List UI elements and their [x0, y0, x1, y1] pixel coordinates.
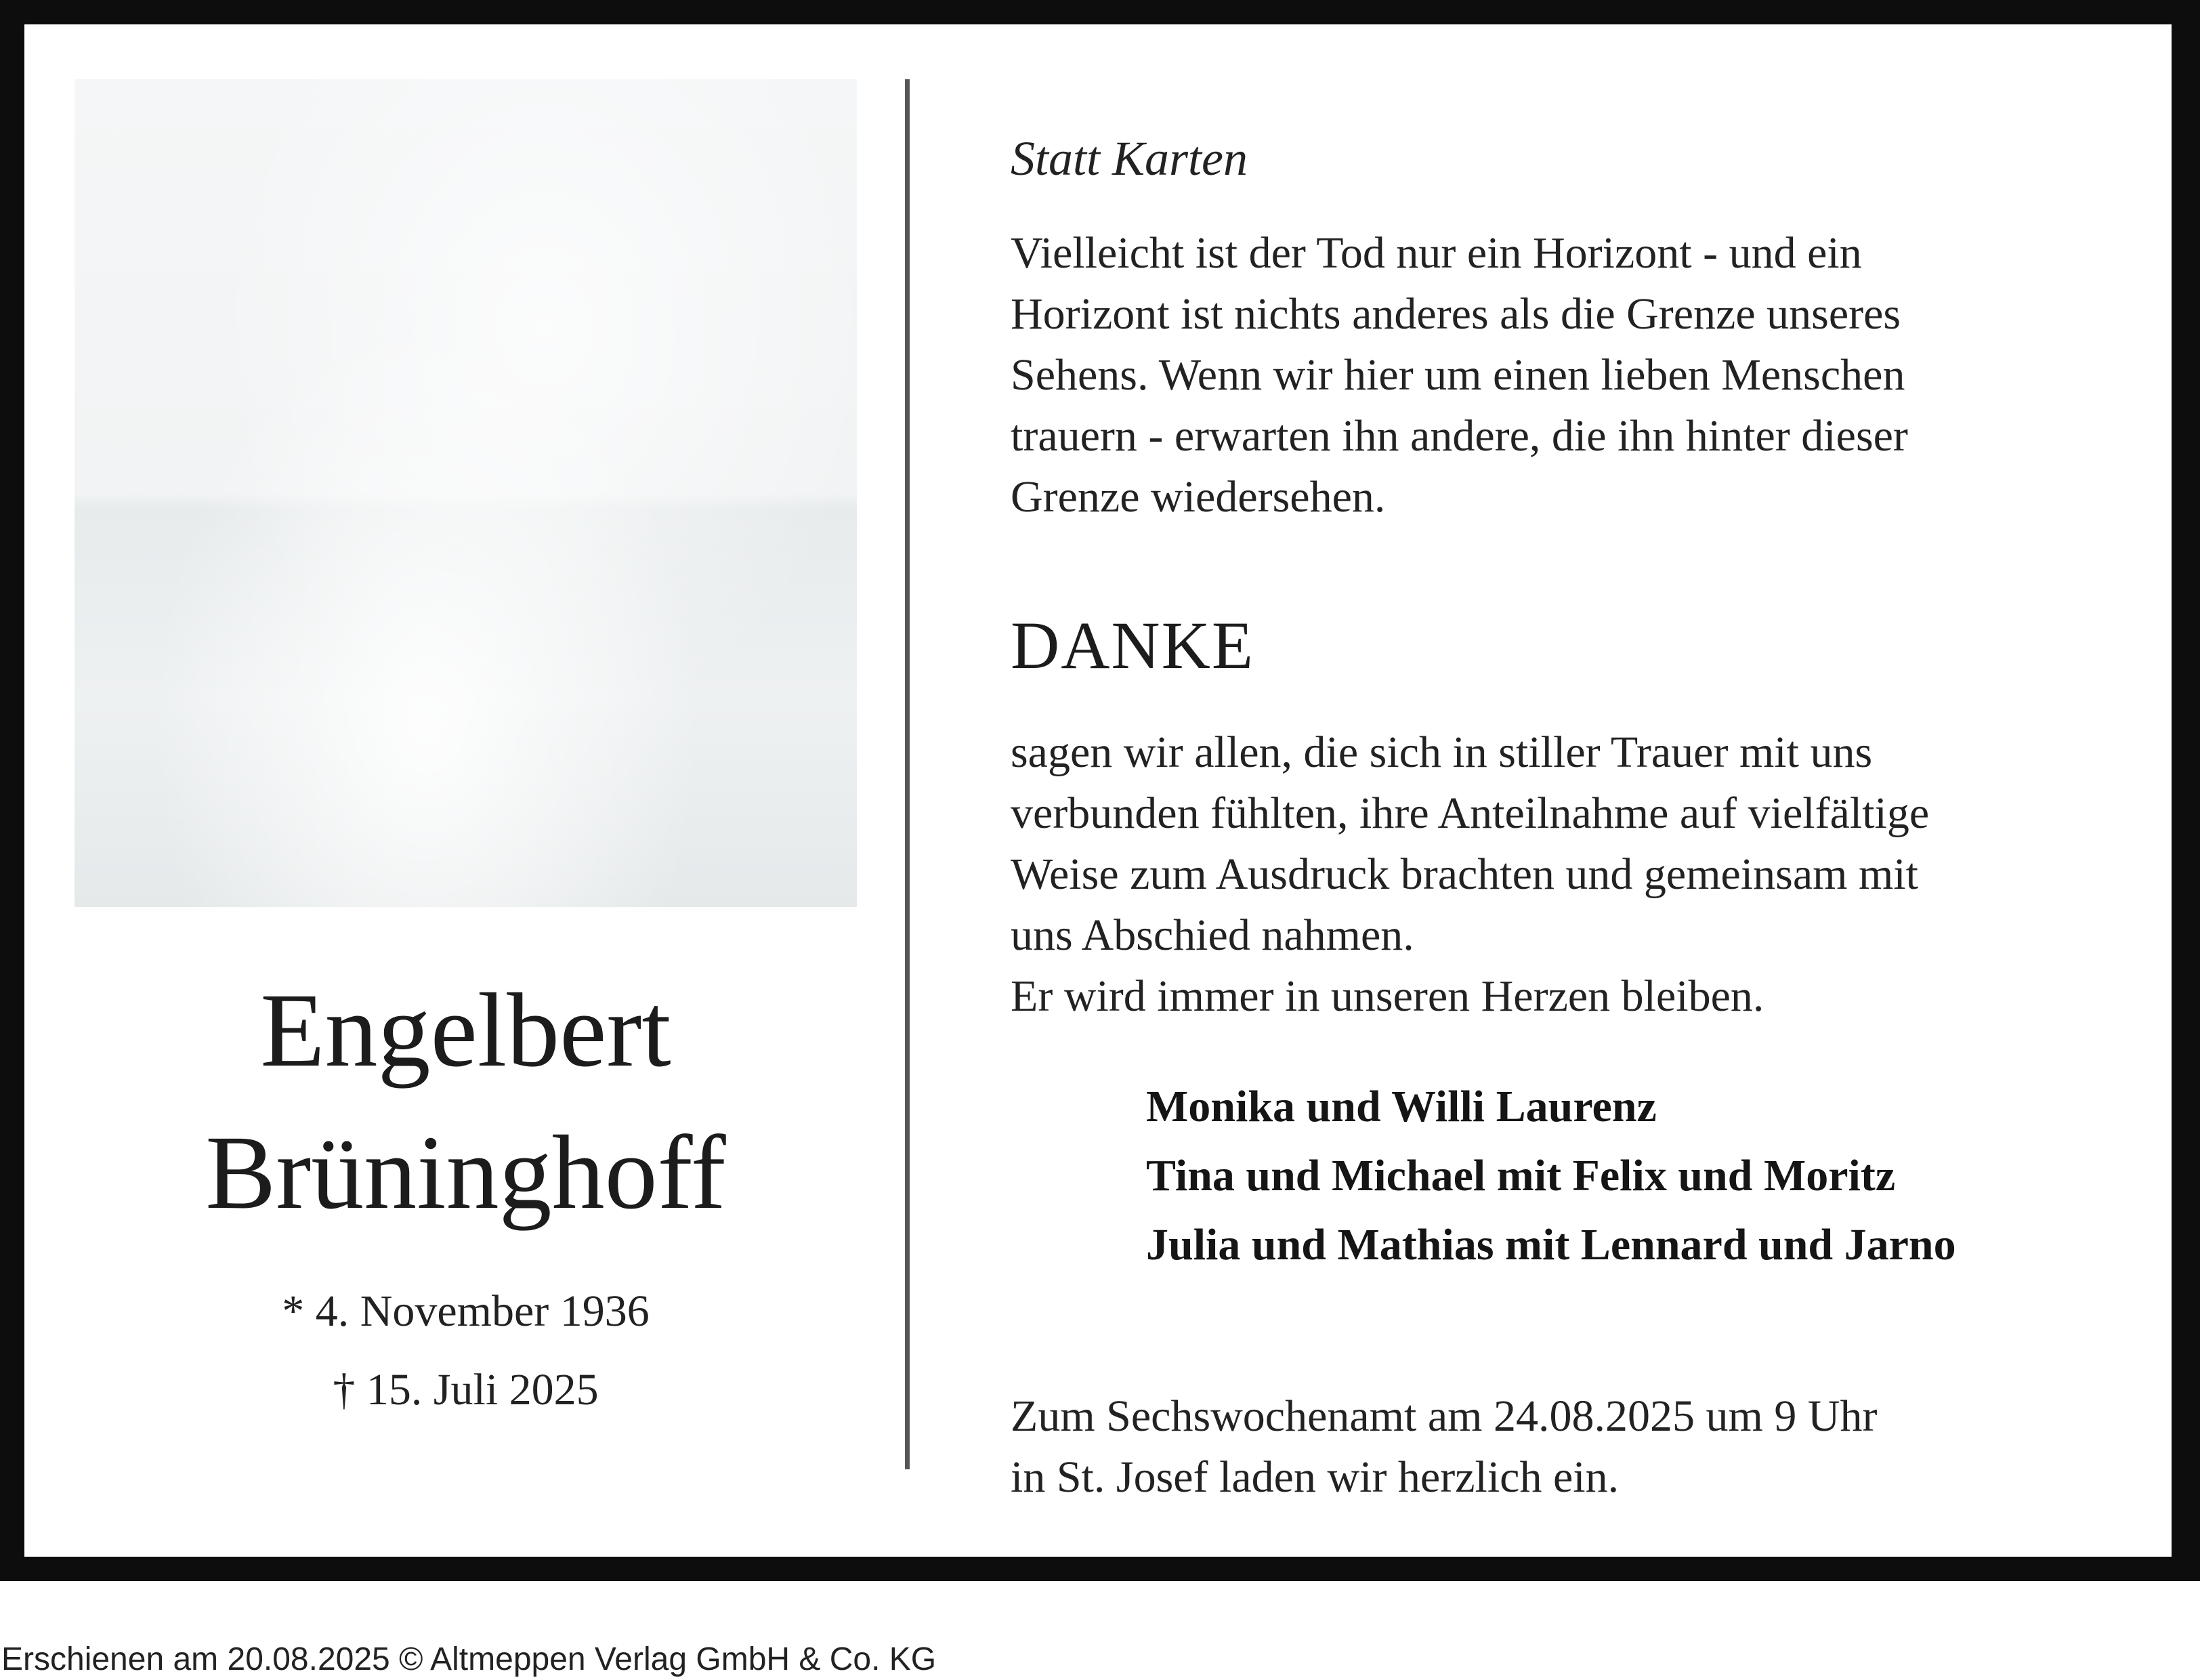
- death-date: † 15. Juli 2025: [333, 1365, 599, 1414]
- quote-line: Horizont ist nichts anderes als die Grenze unseres: [1011, 289, 1901, 339]
- invitation-block: [1011, 1386, 1877, 1508]
- thanks-title: DANKE: [1011, 608, 1254, 683]
- vertical-divider: [905, 79, 910, 1469]
- publication-footer: Erschienen am 20.08.2025 © Altmeppen Verlag GmbH & Co. KG: [1, 1641, 937, 1677]
- life-dates: [75, 1272, 857, 1429]
- thanks-line: uns Abschied nahmen.: [1011, 910, 1414, 960]
- thanks-block: [1011, 722, 2121, 1027]
- quote-line: Sehens. Wenn wir hier um einen lieben Menschen: [1011, 350, 1905, 400]
- thanks-line: verbunden fühlten, ihre Anteilnahme auf vielfältige: [1011, 789, 1930, 838]
- signer: Julia und Mathias mit Lennard und Jarno: [1146, 1220, 1956, 1269]
- quote-block: [1011, 223, 2121, 528]
- quote-line: trauern - erwarten ihn andere, die ihn hinter dieser: [1011, 411, 1908, 461]
- signer: Tina und Michael mit Felix und Moritz: [1146, 1151, 1896, 1200]
- quote-line: Vielleicht ist der Tod nur ein Horizont - und ein: [1011, 228, 1862, 278]
- signer: Monika und Willi Laurenz: [1146, 1082, 1657, 1131]
- thanks-line: sagen wir allen, die sich in stiller Trauer mit uns: [1011, 728, 1873, 777]
- signers-list: [1146, 1072, 1956, 1280]
- invitation-line: in St. Josef laden wir herzlich ein.: [1011, 1452, 1620, 1502]
- photo-placeholder: [75, 79, 857, 907]
- notice-heading: Statt Karten: [1011, 131, 1248, 186]
- quote-line: Grenze wiedersehen.: [1011, 472, 1386, 522]
- deceased-name: [75, 959, 857, 1244]
- last-name: Brüninghoff: [205, 1114, 726, 1231]
- first-name: Engelbert: [260, 971, 671, 1089]
- obituary-card: [24, 24, 2172, 1557]
- birth-date: * 4. November 1936: [282, 1286, 650, 1336]
- thanks-line: Er wird immer in unseren Herzen bleiben.: [1011, 971, 1764, 1021]
- invitation-line: Zum Sechswochenamt am 24.08.2025 um 9 Uhr: [1011, 1391, 1878, 1441]
- thanks-line: Weise zum Ausdruck brachten und gemeinsam mit: [1011, 849, 1919, 899]
